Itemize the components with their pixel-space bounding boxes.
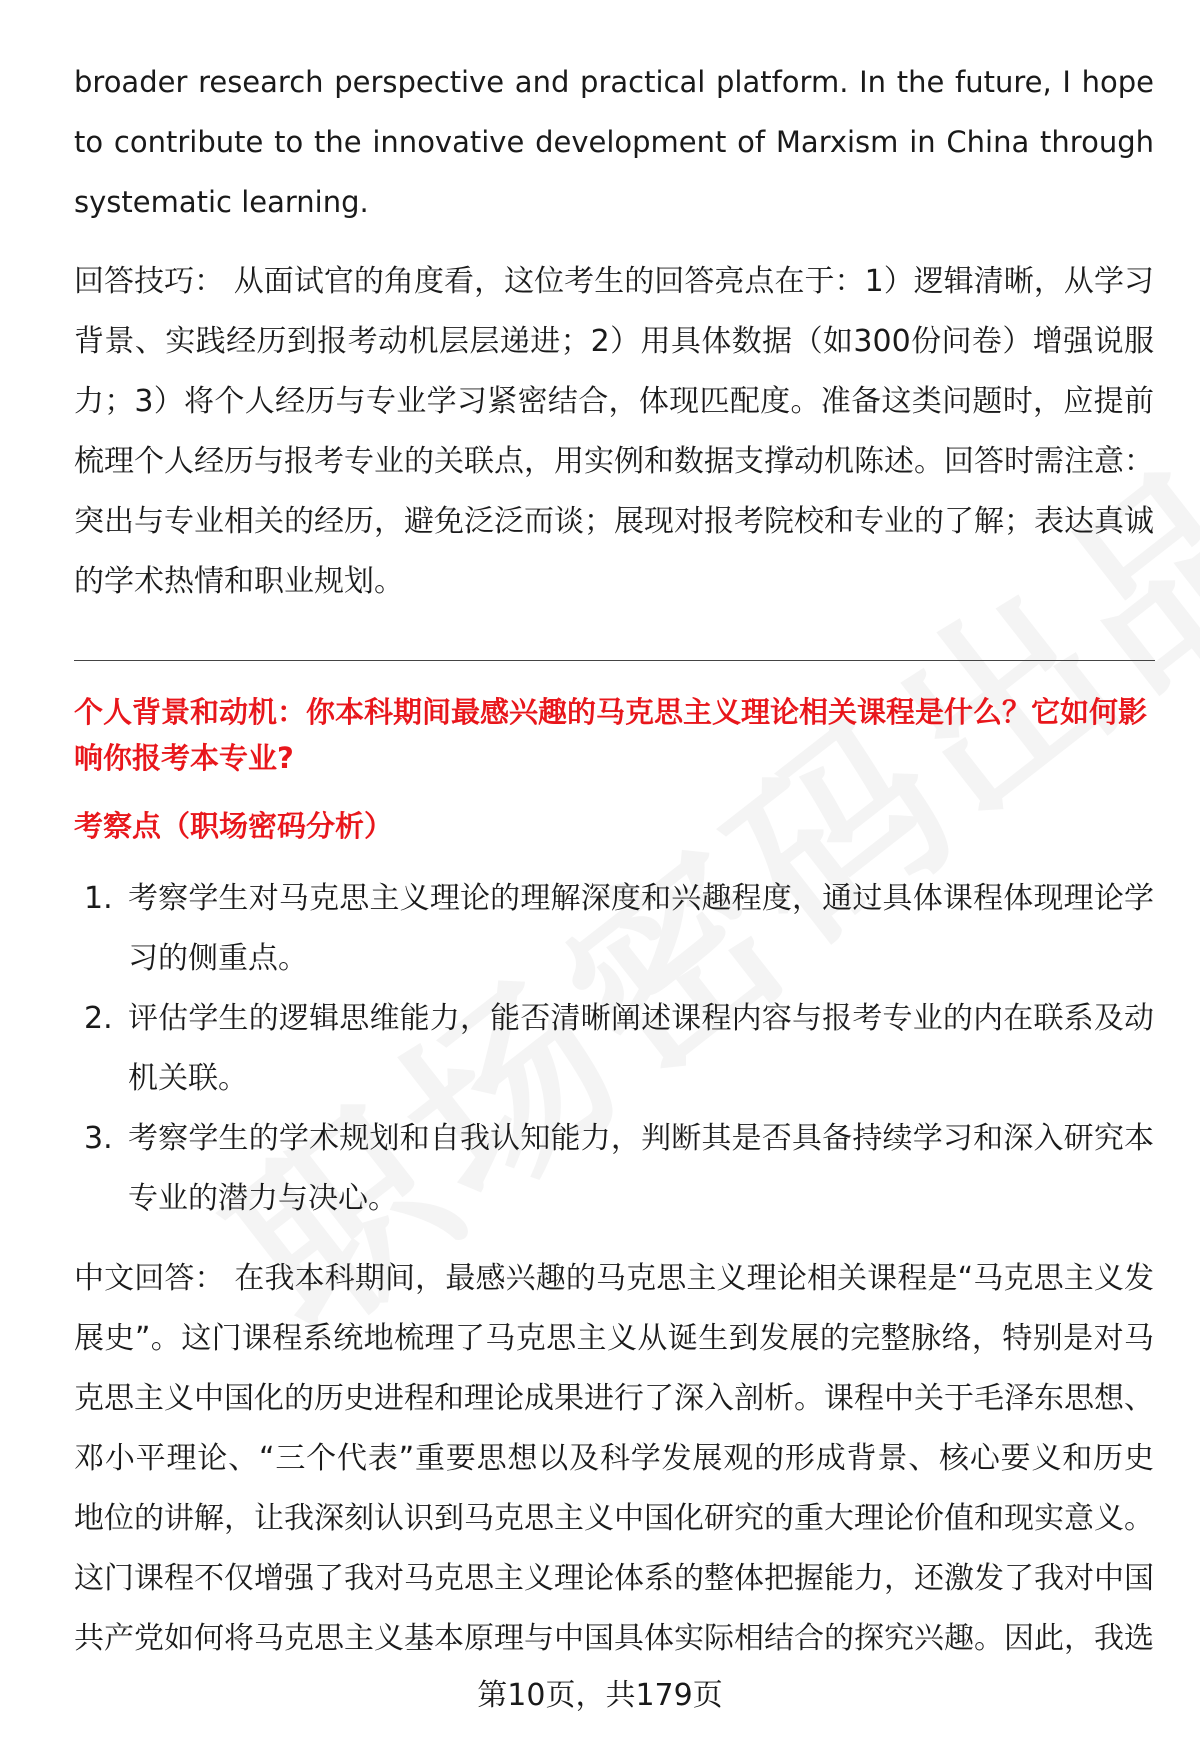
list-item-text: 考察学生对马克思主义理论的理解深度和兴趣程度，通过具体课程体现理论学习的侧重点。	[128, 881, 1154, 976]
answer-tips: 回答技巧： 从面试官的角度看，这位考生的回答亮点在于：1）逻辑清晰，从学习背景、实践经历到报考动机层层递进；2）用具体数据（如300份问卷）增强说服力；3）将个人经历与专业学习紧密结合，体现匹配度。准备这类问题时，应提前梳理个人经历与报考专业的关联点，用实例和数据支撑动机陈述。回答时需注意：突出与专业相关的经历，避免泛泛而谈；展现对报考院校和专业的了解；表达真诚的学术热情和职业规划。	[74, 264, 1154, 599]
assessment-points-title: 考察点（职场密码分析）	[74, 809, 394, 843]
question-heading: 个人背景和动机：你本科期间最感兴趣的马克思主义理论相关课程是什么？它如何影响你报考本专业?	[74, 695, 1148, 775]
list-item-number: 3.	[84, 1121, 113, 1156]
list-item-text: 考察学生的学术规划和自我认知能力，判断其是否具备持续学习和深入研究本专业的潜力与决心。	[128, 1121, 1154, 1216]
list-item	[74, 1109, 1154, 1229]
list-item	[74, 869, 1154, 989]
list-item-text: 评估学生的逻辑思维能力，能否清晰阐述课程内容与报考专业的内在联系及动机关联。	[128, 1001, 1154, 1096]
assessment-points-list	[74, 869, 1154, 1229]
english-answer-continuation: broader research perspective and practical platform. In the future, I hope to contribute to the innovative development of Marxism in China through systematic learning.	[74, 65, 1154, 219]
chinese-answer: 中文回答： 在我本科期间，最感兴趣的马克思主义理论相关课程是“马克思主义发展史”。这门课程系统地梳理了马克思主义从诞生到发展的完整脉络，特别是对马克思主义中国化的历史进程和理论成果进行了深入剖析。课程中关于毛泽东思想、邓小平理论、“三个代表”重要思想以及科学发展观的形成背景、核心要义和历史地位的讲解，让我深刻认识到马克思主义中国化研究的重大理论价值和现实意义。这门课程不仅增强了我对马克思主义理论体系的整体把握能力，还激发了我对中国共产党如何将马克思主义基本原理与中国具体实际相结合的探究兴趣。因此，我选	[74, 1261, 1154, 1656]
list-item	[74, 989, 1154, 1109]
list-item-number: 2.	[84, 1001, 113, 1036]
page-footer: 第10页，共179页	[477, 1678, 723, 1713]
list-item-number: 1.	[84, 881, 113, 916]
document-page	[74, 52, 1154, 1669]
section-divider	[74, 660, 1155, 661]
